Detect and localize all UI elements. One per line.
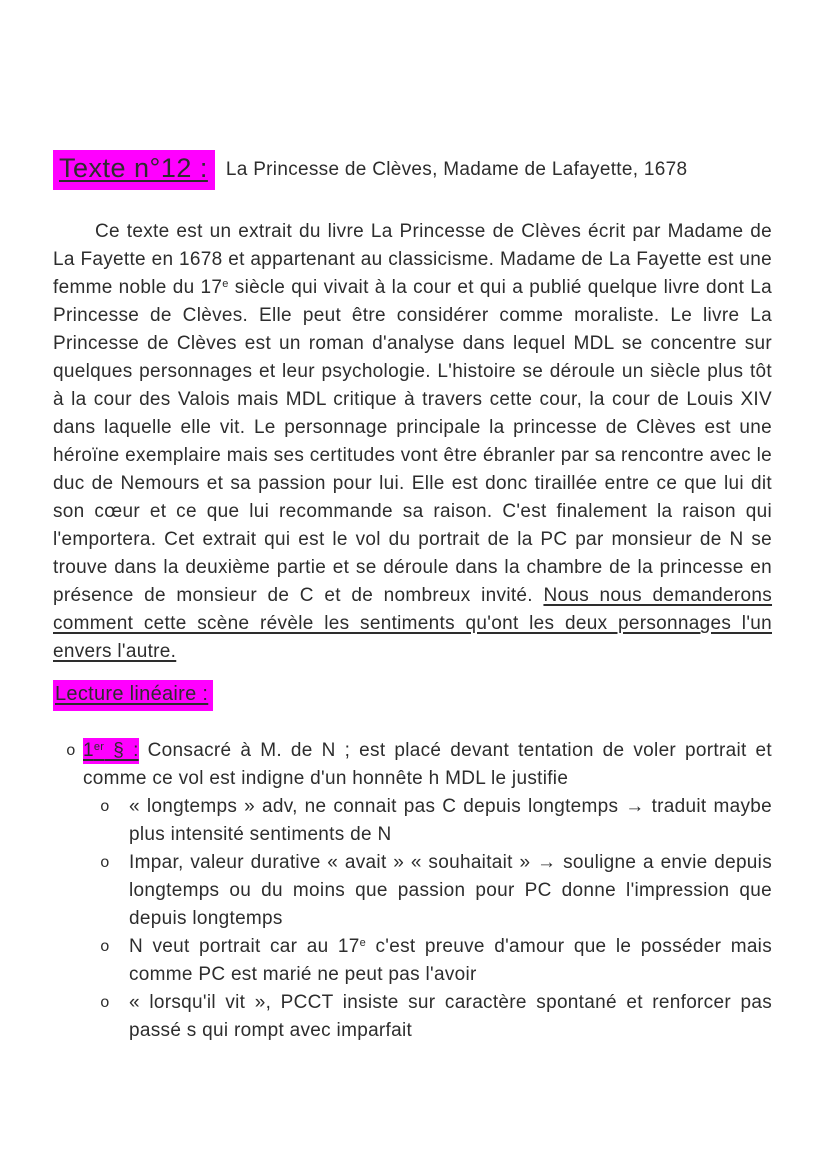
section-heading-line [53,680,772,713]
doc-subtitle: La Princesse de Clèves, Madame de Lafayette, 1678 [225,159,688,180]
outline-subitem-text: « lorsqu'il vit », PCCT insiste sur caractère spontané et renforcer pas passé s qui rompt avec imparfait [129,992,772,1041]
outline-subitem-text: Impar, valeur durative « avait » « souhaitait » → souligne a envie depuis longtemps ou du moins que passion pour PC donne l'impression que depuis longtemps [129,852,772,929]
title-line [53,150,772,192]
outline-subitem [53,849,772,933]
bullet-marker: o [100,994,110,1012]
doc-title-highlight: Texte n°12 : [53,150,215,190]
bullet-marker: o [100,798,110,816]
outline-item-text: 1er § : Consacré à M. de N ; est placé devant tentation de voler portrait et comme ce vol est indigne d'un honnête h MDL le justifie [83,740,772,789]
outline-subitem-text: « longtemps » adv, ne connait pas C depuis longtemps → traduit maybe plus intensité sentiments de N [129,796,772,845]
outline-item [53,737,772,793]
outline-subitem-text: N veut portrait car au 17e c'est preuve d'amour que le posséder mais comme PC est marié ne peut pas l'avoir [129,936,773,985]
intro-paragraph: Ce texte est un extrait du livre La Princesse de Clèves écrit par Madame de La Fayette en 1678 et appartenant au classicisme. Madame de La Fayette est une femme noble du 17e siècle qui vivait à la cour et qui a publié quelque livre dont La Princesse de Clèves. Elle peut être considérer comme moraliste. Le livre La Princesse de Clèves est un roman d'analyse dans lequel MDL se concentre sur quelques personnages et leur psychologie. L'histoire se déroule un siècle plus tôt à la cour des Valois mais MDL critique à travers cette cour, la cour de Louis XIV dans laquelle elle vit. Le personnage principale la princesse de Clèves est une héroïne exemplaire mais ses certitudes vont être ébranler par sa rencontre avec le duc de Nemours et sa passion pour lui. Elle est donc tiraillée entre ce que lui dit son cœur et ce que lui recommande sa raison. C'est finalement la raison qui l'emportera. Cet extrait qui est le vol du portrait de la PC par monsieur de N se trouve dans la deuxième partie et se déroule dans la chambre de la princesse en présence de monsieur de C et de nombreux invité. Nous nous demanderons comment cette scène révèle les sentiments qu'ont les deux personnages l'un envers l'autre. [53,221,773,662]
section-heading: Lecture linéaire : [53,680,213,711]
outline [53,737,772,1045]
outline-subitem [53,989,772,1045]
bullet-marker: o [100,854,110,872]
outline-subitem [53,793,772,849]
bullet-marker: o [66,742,76,760]
bullet-marker: o [100,938,110,956]
outline-subitem [53,933,772,989]
